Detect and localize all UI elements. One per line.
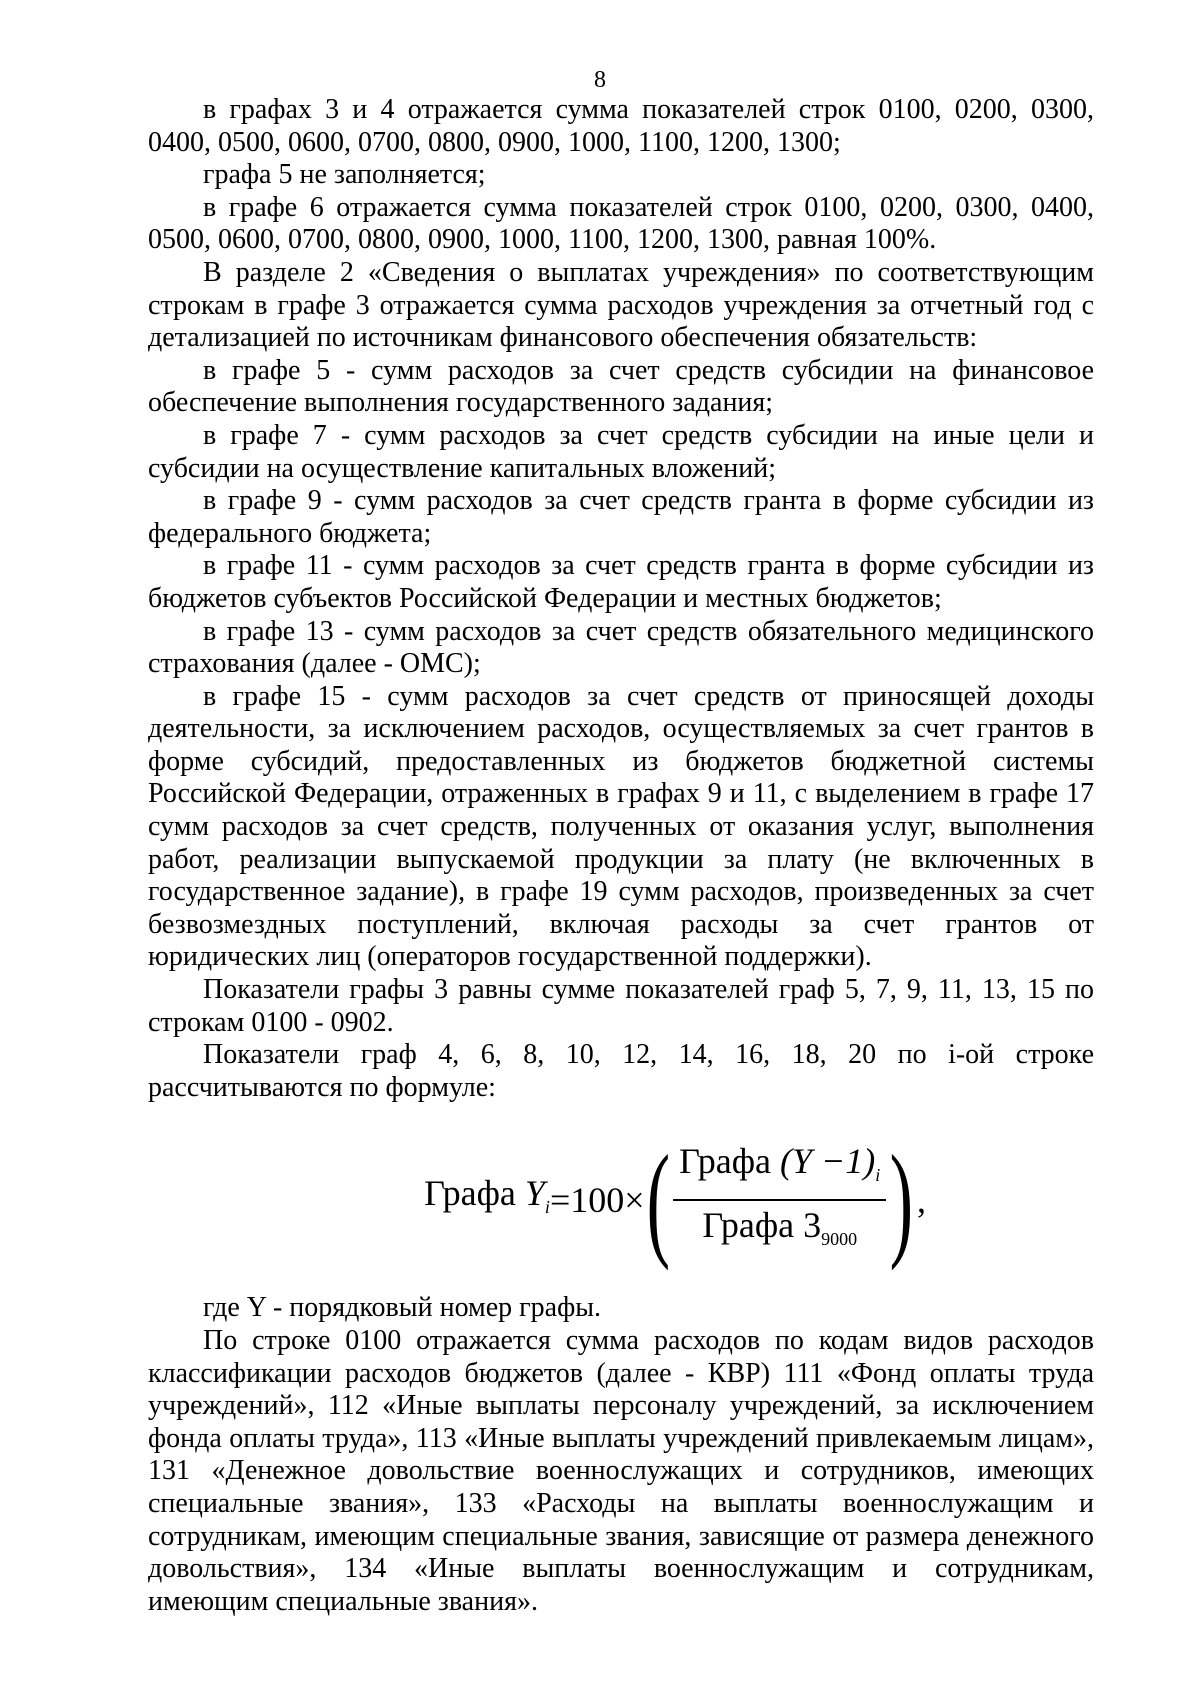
paragraph: в графе 15 - сумм расходов за счет средств от приносящей доходы деятельности, за исключением расходов, осуществляемых за счет грантов в форме субсидий, предоставленных из бюджетов бюджетной системы Российской Федерации, отраженных в графах 9 и 11, с выделением в графе 17 сумм расходов за счет средств, полученных от оказания услуг, выполнения работ, реализации выпускаемой продукции за плату (не включенных в государственное задание), в графе 19 сумм расходов, произведенных за счет безвозмездных поступлений, включая расходы за счет грантов от юридических лиц (операторов государственной поддержки). (148, 680, 1094, 973)
formula-lhs-var: Y (524, 1173, 545, 1214)
formula (148, 1130, 1094, 1270)
paragraph: графа 5 не заполняется; (203, 159, 486, 191)
formula-numerator-word: Графа (679, 1141, 771, 1182)
paragraph: в графах 3 и 4 отражается сумма показателей строк 0100, 0200, 0300, 0400, 0500, 0600, 0700, 0800, 0900, 1000, 1100, 1200, 1300; (148, 94, 1094, 158)
formula-left-paren: ( (646, 1129, 670, 1272)
paragraph: Показатели граф 4, 6, 8, 10, 12, 14, 16, 18, 20 по i-ой строке рассчитываются по формуле: (148, 1039, 1094, 1103)
paragraph: в графе 6 отражается сумма показателей строк 0100, 0200, 0300, 0400, 0500, 0600, 0700, 0800, 0900, 1000, 1100, 1200, 1300, равная 100%. (148, 191, 1094, 256)
paragraph: в графе 11 - сумм расходов за счет средств гранта в форме субсидии из бюджетов субъектов Российской Федерации и местных бюджетов; (148, 550, 1094, 614)
paragraph: где Y - порядковый номер графы. (203, 1292, 602, 1324)
formula-fraction (673, 1141, 886, 1259)
formula-numerator-expr: (Y −1) (780, 1141, 876, 1182)
paragraph: В разделе 2 «Сведения о выплатах учреждения» по соответствующим строкам в графе 3 отражается сумма расходов учреждения за отчетный год с детализацией по источникам финансового обеспечения обязательств: (148, 256, 1094, 354)
formula-lhs-word: Графа (424, 1173, 516, 1214)
formula-lhs-sub: i (544, 1197, 550, 1218)
formula-lhs (424, 1173, 550, 1227)
paragraph: в графе 5 - сумм расходов за счет средств субсидии на финансовое обеспечение выполнения государственного задания; (148, 354, 1094, 419)
formula-right-paren: ) (889, 1129, 914, 1272)
formula-denominator-word: Графа 3 (702, 1205, 822, 1246)
formula-denominator (696, 1201, 863, 1259)
paragraph: По строке 0100 отражается сумма расходов по кодам видов расходов классификации расходов бюджетов (далее - КВР) 111 «Фонд оплаты труда учреждений», 112 «Иные выплаты персоналу учреждений, за исключением фонда оплаты труда», 113 «Иные выплаты учреждений привлекаемым лицам», 131 «Денежное довольствие военнослужащих и сотрудников, имеющих специальные звания», 133 «Расходы на выплаты военнослужащим и сотрудникам, имеющим специальные звания, зависящие от размера денежного довольствия», 134 «Иные выплаты военнослужащим и сотрудникам, имеющим специальные звания». (148, 1325, 1094, 1617)
document-body (148, 94, 1094, 1618)
formula-numerator-sub: i (875, 1165, 881, 1186)
formula-trailing: , (916, 1180, 926, 1221)
paragraph: в графе 13 - сумм расходов за счет средств обязательного медицинского страхования (далее - ОМС); (148, 615, 1094, 680)
paragraph: Показатели графы 3 равны сумме показателей граф 5, 7, 9, 11, 13, 15 по строкам 0100 - 0902. (148, 974, 1094, 1038)
page-number: 8 (594, 67, 606, 93)
formula-denominator-sub: 9000 (821, 1229, 858, 1250)
formula-numerator (673, 1141, 886, 1201)
formula-equals-times: =100× (549, 1180, 645, 1221)
paragraph: в графе 7 - сумм расходов за счет средств субсидии на иные цели и субсидии на осуществление капитальных вложений; (148, 419, 1094, 484)
paragraph: в графе 9 - сумм расходов за счет средств гранта в форме субсидии из федерального бюджета; (148, 485, 1094, 549)
